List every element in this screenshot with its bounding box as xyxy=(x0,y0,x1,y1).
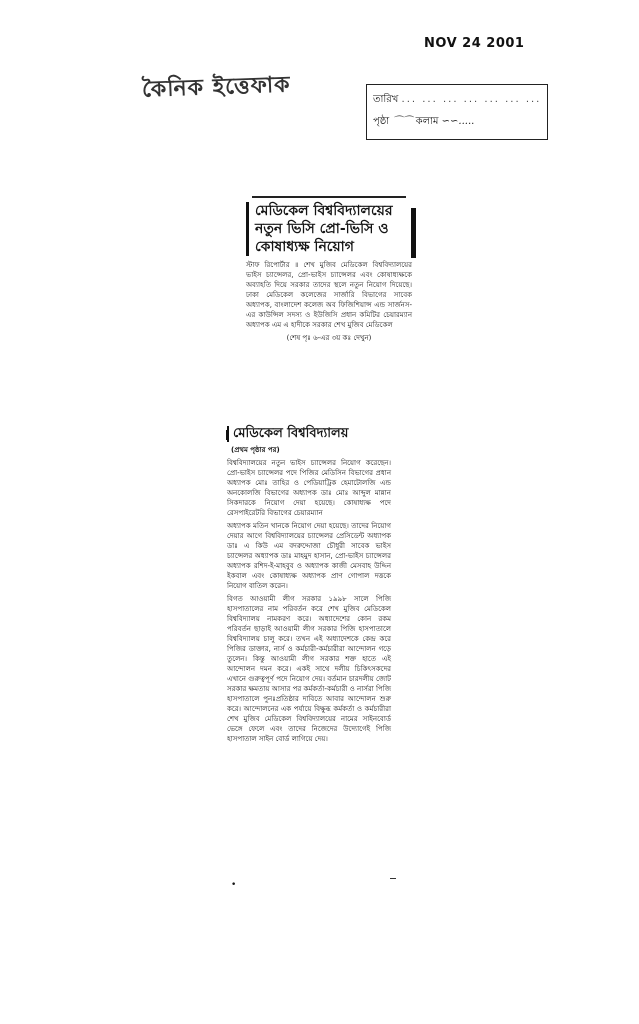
article2-headline: মেডিকেল বিশ্ববিদ্যালয় xyxy=(227,426,391,442)
meta-date-dots: ... ... ... ... ... ... ... xyxy=(401,94,541,105)
article1-body: স্টাফ রিপোর্টার ॥ শেখ মুজিব মেডিকেল বিশ্ববিদ্যালয়ের ভাইস চ্যান্সেলর, প্রো-ভাইস চ্যান্সেলর এবং কোষাধ্যক্ষকে অব্যাহতি দিয়ে সরকার তাদের স্থলে নতুন নিয়োগ দিয়েছে। ঢাকা মেডিকেল কলেজের সার্জারি বিভাগের সাবেক অধ্যাপক, বাংলাদেশ কলেজ অব ফিজিশিয়ান্স এন্ড সার্জনস-এর কাউন্সিল সদস্য ও ইউজিসি প্রধান কমিটির চেয়ারম্যান অধ্যাপক এম এ হাদীকে সরকার শেখ মুজিব মেডিকেল xyxy=(246,261,412,329)
article2-paragraph: বিশ্ববিদ্যালয়ের নতুন ভাইস চ্যান্সেলর নিয়োগ করেছেন। প্রো-ভাইস চ্যান্সেলর পদে পিজির মেডিসিন বিভাগের প্রধান অধ্যাপক মোঃ তাহির ও পেডিয়াট্রিক হেমাটোলজি এন্ড অনকোলজি বিভাগের অধ্যাপক ডাঃ মোঃ আব্দুল মান্নান সিকদারকে নিয়োগ দেয়া হয়েছে। কোষাধ্যক্ষ পদে রেসপাইরেটরি বিভাগের চেয়ারম্যান xyxy=(227,459,391,517)
article2-paragraph: বিগত আওয়ামী লীগ সরকার ১৯৯৮ সালে পিজি হাসপাতালের নাম পরিবর্তন করে শেখ মুজিব মেডিকেল বিশ্ববিদ্যালয় নামকরণ করে। অধ্যাদেশের কোন রকম পরিবর্তন ছাড়াই আওয়ামী লীগ সরকার পিজি হাসপাতালে বিশ্ববিদ্যালয় চালু করে। তখন এই অধ্যাদেশকে কেন্দ্র করে পিজির ডাক্তার, নার্স ও কর্মচারী-কর্মচারীরা আন্দোলন গড়ে তুলেন। কিন্তু আওয়ামী লীগ সরকার শক্ত হাতে এই আন্দোলন দমন করে। একই সাথে দলীয় চিকিৎসকদের এখানে গুরুত্বপূর্ণ পদে নিয়োগ দেয়। বর্তমান চারদলীয় জোট সরকার ক্ষমতায় আসার পর কর্মকর্তা-কর্মচারী ও নার্সরা পিজি হাসপাতালে পুনঃপ্রতিষ্ঠার দাবিতে আবার আন্দোলন শুরু করে। আন্দোলনের এক পর্যায়ে বিক্ষুব্ধ কর্মকর্তা ও কর্মচারীরা শেখ মুজিব মেডিকেল বিশ্ববিদ্যালয়ের নামের সাইনবোর্ড ভেঙ্গে ফেলে এবং তাদের নিজেদের উদ্যোগেই পিজি হাসপাতাল সাইন বোর্ড লাগিয়ে দেয়। xyxy=(227,595,391,743)
article1-continued-note: (শেষ পৃঃ ৬-এর ৩য় কঃ দেখুন) xyxy=(286,334,372,342)
news-clipping-front xyxy=(246,196,412,344)
clipping-top-rule xyxy=(252,196,406,198)
meta-date-label: তারিখ xyxy=(373,94,399,105)
margin-dot: • xyxy=(231,880,237,890)
article1-headline: মেডিকেল বিশ্ববিদ্যালয়ের নতুন ভিসি প্রো-ভিসি ও কোষাধ্যক্ষ নিয়োগ xyxy=(246,202,412,256)
meta-date-row xyxy=(373,89,541,111)
news-clipping-continuation xyxy=(227,426,391,747)
meta-column-label: কলাম xyxy=(415,116,439,127)
meta-page-signature: ⌒⌒ xyxy=(392,116,416,127)
newspaper-source-label: কৈনিক ইত্তেফাক xyxy=(141,71,291,103)
meta-page-label: পৃষ্ঠা xyxy=(373,116,390,127)
margin-dash xyxy=(390,878,396,879)
article2-subhead: (প্রথম পৃষ্ঠার পর) xyxy=(231,446,280,454)
meta-column-signature: ∽∽..... xyxy=(441,116,475,127)
received-date-stamp: NOV 24 2001 xyxy=(424,36,525,51)
clipping-meta-box xyxy=(366,84,548,140)
meta-page-row xyxy=(373,111,541,133)
article2-paragraph: অধ্যাপক মতিন খানকে নিয়োগ দেয়া হয়েছে। তাদের নিয়োগ দেয়ার আগে বিশ্ববিদ্যালয়ের চ্যান্সেলর প্রেসিডেন্ট অধ্যাপক ডাঃ এ কিউ এম বদরুদ্দোজা চৌধুরী সাবেক ভাইস চ্যান্সেলর অধ্যাপক ডাঃ মাহমুদ হাসান, প্রো-ভাইস চ্যান্সেলর অধ্যাপক রশিদ-ই-মাহবুব ও অধ্যাপক কাজী মেসবাহ উদ্দিন ইকবাল এবং কোষাধ্যক্ষ অধ্যাপক প্রাণ গোপাল দত্তকে নিয়োগ বাতিল করেন। xyxy=(227,522,391,590)
